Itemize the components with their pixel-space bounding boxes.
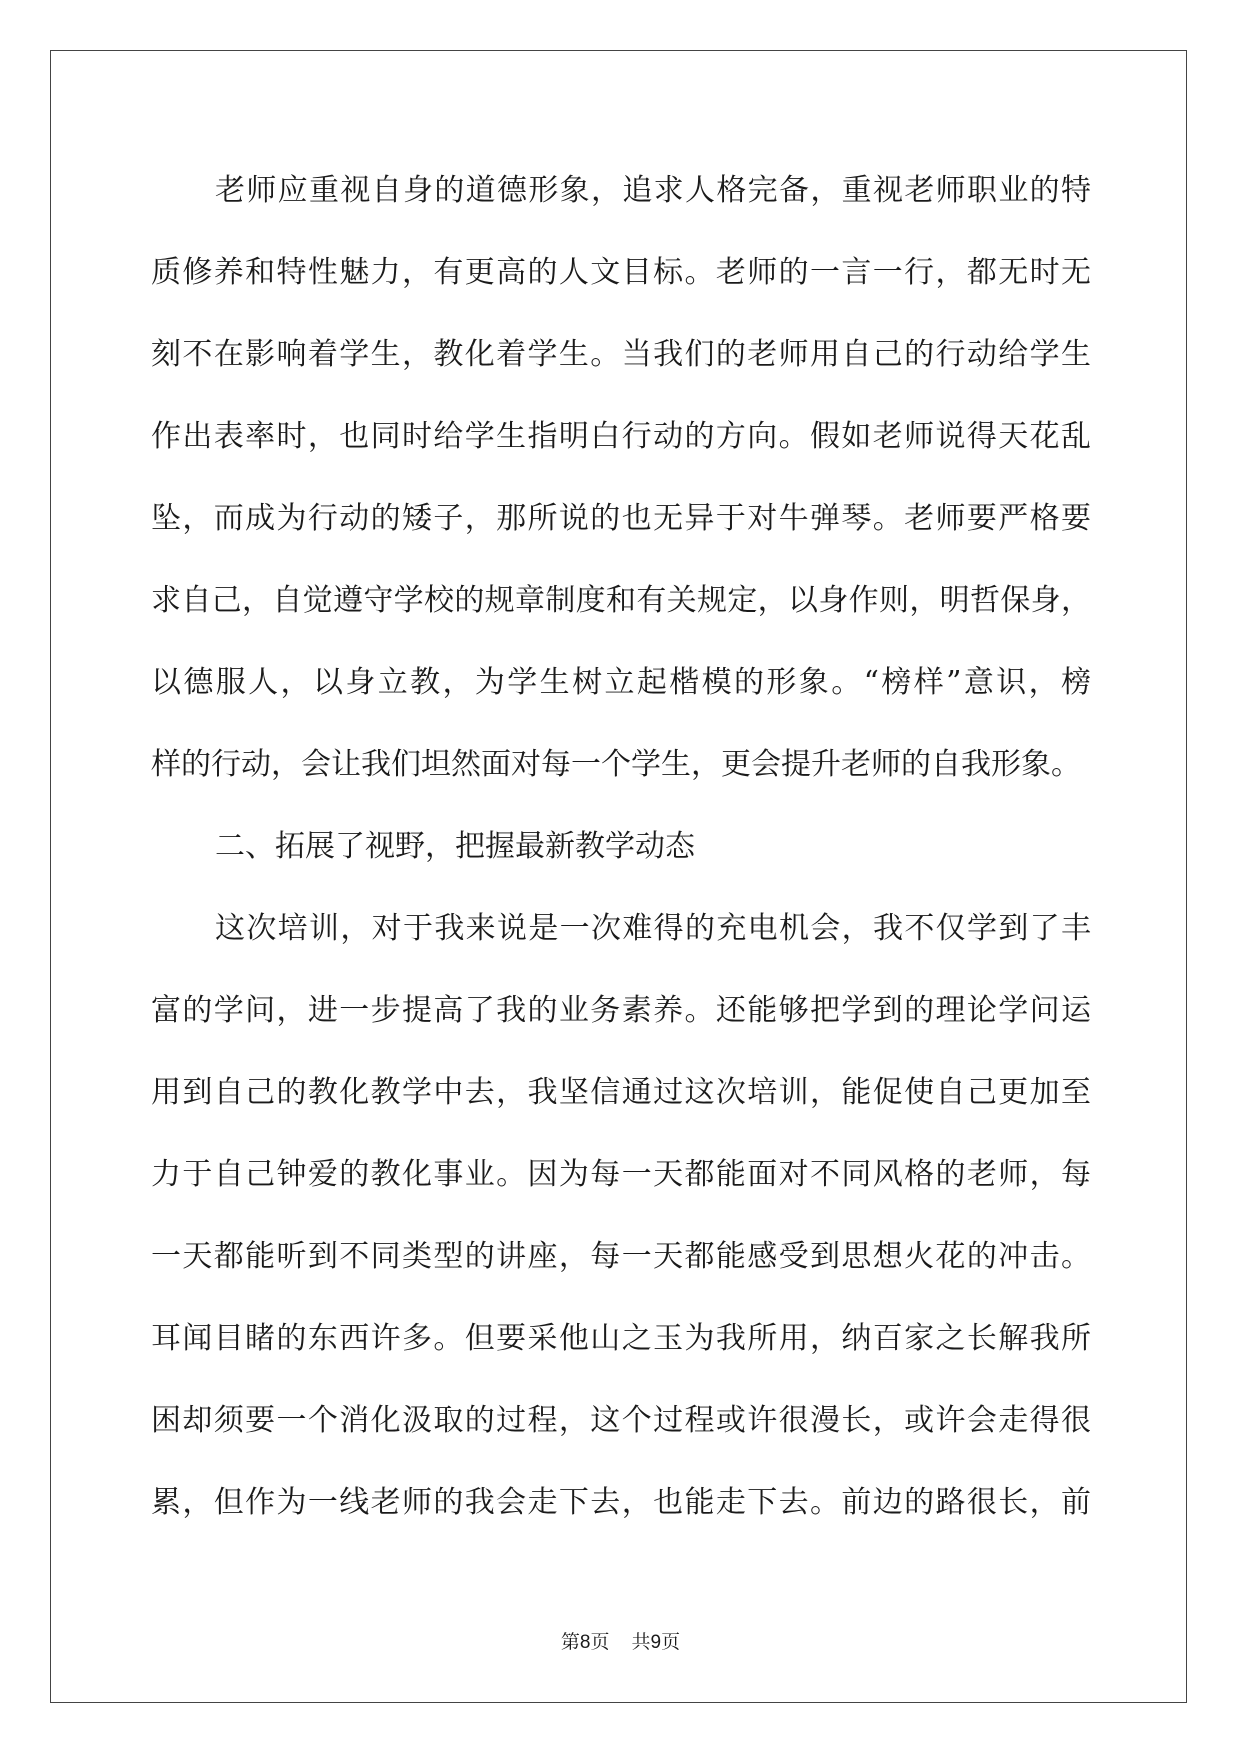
page-prefix: 第 — [560, 1631, 580, 1653]
section-heading: 二、拓展了视野，把握最新教学动态 — [215, 829, 695, 864]
paragraph-line: 这次培训，对于我来说是一次难得的充电机会，我不仅学到了丰 — [215, 911, 1091, 946]
paragraph-line: 坠，而成为行动的矮子，那所说的也无异于对牛弹琴。老师要严格要 — [151, 501, 1091, 536]
page-number: 8 — [579, 1632, 591, 1653]
paragraph-line: 累，但作为一线老师的我会走下去，也能走下去。前边的路很长，前 — [151, 1485, 1091, 1520]
page-suffix: 页 — [590, 1631, 610, 1653]
paragraph-line: 一天都能听到不同类型的讲座，每一天都能感受到思想火花的冲击。 — [151, 1239, 1091, 1274]
document-body — [151, 160, 1091, 1554]
paragraph-line: 作出表率时，也同时给学生指明白行动的方向。假如老师说得天花乱 — [151, 419, 1091, 454]
total-prefix: 共 — [631, 1631, 651, 1653]
paragraph-line: 以德服人，以身立教，为学生树立起楷模的形象。“榜样”意识，榜 — [151, 665, 1091, 700]
paragraph-line: 困却须要一个消化汲取的过程，这个过程或许很漫长，或许会走得很 — [151, 1403, 1091, 1438]
paragraph-line: 老师应重视自身的道德形象，追求人格完备，重视老师职业的特 — [215, 173, 1091, 208]
total-pages: 9 — [650, 1632, 662, 1653]
paragraph-line: 耳闻目睹的东西许多。但要采他山之玉为我所用，纳百家之长解我所 — [151, 1321, 1091, 1356]
paragraph-line: 样的行动，会让我们坦然面对每一个学生，更会提升老师的自我形象。 — [151, 747, 1081, 782]
page-footer — [0, 1627, 1241, 1654]
paragraph-line: 质修养和特性魅力，有更高的人文目标。老师的一言一行，都无时无 — [151, 255, 1091, 290]
paragraph-line: 刻不在影响着学生，教化着学生。当我们的老师用自己的行动给学生 — [151, 337, 1091, 372]
paragraph-line: 用到自己的教化教学中去，我坚信通过这次培训，能促使自己更加至 — [151, 1075, 1091, 1110]
paragraph-line: 求自己，自觉遵守学校的规章制度和有关规定，以身作则，明哲保身， — [151, 583, 1091, 618]
paragraph-line: 力于自己钟爱的教化事业。因为每一天都能面对不同风格的老师，每 — [151, 1157, 1091, 1192]
total-suffix: 页 — [661, 1631, 681, 1653]
paragraph-line: 富的学问，进一步提高了我的业务素养。还能够把学到的理论学问运 — [151, 993, 1091, 1028]
